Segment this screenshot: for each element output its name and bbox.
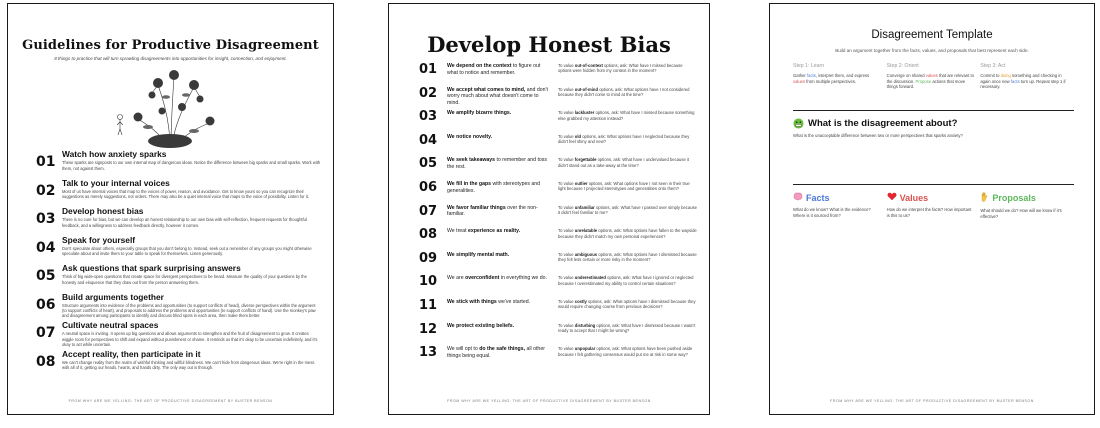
bias-question [552,298,697,310]
bias-number: 07 [419,203,438,219]
guideline-body [62,207,321,236]
bias-number: 04 [419,132,438,148]
template-page [769,3,1095,415]
question-post: options, ask: What options have I neglected because they didn't feel shiny and new? [558,133,690,145]
step-text: turn up. Repeat step 1 if necessary. [980,78,1066,90]
bias-statement [447,227,552,235]
guideline-description: Think of big wide-open questions that create space for divergent perspectives to be heard. Measure the quality of your questions by the honesty and eloquence that they draw out from the person answering them. [62,274,307,285]
bias-keyword: We simplify mental math. [447,251,510,258]
step-text: , interpret them, and express [815,73,870,78]
question-pre: To value [558,86,575,92]
question-post: options, ask: What options have I dismissed because they would require changing course from previous decisions? [558,298,696,310]
column-heading [887,192,975,203]
template-column-values [887,192,981,219]
guideline-title: Cultivate neutral spaces [62,320,159,330]
page-footer: FROM WHY ARE WE YELLING: THE ART OF PRODUCTIVE DISAGREEMENT BY BUSTER BENSON [447,399,651,403]
bias-statement [447,62,552,77]
bias-keyword: We amplify bizarre things. [447,110,512,117]
question-post: options, ask: What have I missed because something else grabbed my attention instead? [558,110,695,121]
question-title: What is the disagreement about? [808,118,958,129]
guideline-title: Watch how anxiety sparks [62,149,167,159]
bias-keyword: experience as reality. [467,228,521,235]
bias-statement [447,133,552,141]
bias-post: all other things being equal. [447,346,545,359]
column-title: Proposals [992,193,1036,203]
bias-keyword: We fill in the gaps [447,180,492,187]
bias-post: in everything we do. [499,275,547,282]
bias-pre: We treat [447,228,468,235]
bias-keyword: We stick with things [447,298,497,305]
bias-number: 11 [419,297,438,313]
question-post: options, ask: What have I undervalued because it didn't stand out as a take-away at the time? [558,157,690,168]
divider [793,110,1074,111]
grimace-icon [793,118,804,129]
bias-statement [447,251,552,259]
question-keyword: underestimated [574,275,606,281]
bias-pre: We will opt to [447,346,480,353]
question-pre: To value [558,298,575,304]
guideline-number: 05 [36,268,56,284]
guideline-body [62,150,321,179]
question-keyword: out-of-mind [574,86,599,92]
heart-icon [887,192,897,203]
bias-question [552,180,697,192]
step-keyword: facts [1010,78,1020,84]
question-keyword: out-of-context [574,63,603,68]
guideline-description: Most of us have internal voices that map to the voices of power, reason, and avoidance. Get to know yours so you can recognize their suggestions as merely suggestions, not orders. There may also be a quiet internal voice that maps to the voice of possibility. Listen for it. [62,188,309,200]
question-keyword: costly [574,298,587,304]
bias-row [419,109,697,133]
guideline-body [62,293,321,322]
guideline-body [62,236,321,265]
guideline-item [36,236,321,265]
step-description [793,73,881,84]
question-pre: To value [558,322,575,328]
guideline-body [62,264,321,293]
template-column-facts [793,192,887,219]
guideline-title: Talk to your internal voices [62,177,170,188]
bias-question [552,274,697,286]
guideline-item [36,321,321,350]
brain-icon [793,192,803,203]
guideline-item [36,150,321,179]
column-title: Facts [806,192,830,203]
bias-row [419,180,697,204]
step-text: that are relevant to the discussion. [886,73,974,84]
page-title: Guidelines for Productive Disagreement [22,38,319,53]
guideline-item [36,293,321,322]
step-text: actions that move things forward. [886,78,966,90]
bias-question [552,204,697,216]
guidelines-page [7,3,334,415]
guideline-item [36,179,321,208]
guideline-number: 02 [36,182,56,199]
bias-number: 13 [419,345,438,361]
bias-number: 01 [419,62,438,77]
page-title: Disagreement Template [871,29,993,41]
question-post: options, ask: What have I dismissed because I wasn't ready to accept that I might be wrong? [558,322,696,333]
step-description [887,73,975,90]
column-description: What do we know? What is the evidence? Where is it sourced from? [793,207,871,218]
step-keyword: Propose [915,78,932,84]
bias-row [419,322,697,346]
guideline-number: 01 [36,154,56,170]
bias-post: we've started. [496,298,531,305]
question-pre: To value [558,251,575,257]
question-keyword: old [574,133,582,139]
bias-keyword: We accept what comes to mind, [447,86,526,93]
step-label: Step 3: Act [980,63,1006,69]
question-keyword: unpopular [574,346,596,352]
question-post: options, ask: What have I passed over simply because it didn't feel familiar to me? [558,204,697,216]
bias-keyword: We seek takeaways [447,157,496,164]
guideline-item [36,350,321,379]
column-heading [793,192,881,203]
bias-keyword: We protect existing beliefs. [447,322,515,329]
bias-question [552,251,697,263]
bias-list [419,62,697,369]
step-column [793,63,887,90]
step-description [980,73,1068,90]
step-keyword: facts [806,73,816,78]
bias-statement [447,322,552,330]
honest-bias-page [388,3,710,415]
guideline-body [62,321,321,350]
bias-row [419,251,697,275]
guideline-number: 03 [36,211,56,227]
question-pre: To value [558,110,575,116]
bias-keyword: do the safe things, [479,346,526,353]
question-pre: To value [558,133,575,139]
question-post: options, ask: What have I missed because options were hidden from my context in the moment? [558,63,683,74]
question-keyword: disturbing [574,322,596,328]
guideline-description: Don't speculate about others, especially groups that you don't belong to. Instead, seek out a remember of any groups you might otherwise speculate about and invite them to your table to speak for themselves. Listen generously. [62,245,312,257]
page-footer: FROM WHY ARE WE YELLING: THE ART OF PRODUCTIVE DISAGREEMENT BY BUSTER BENSON [830,399,1034,403]
guideline-description: We can't change reality from the realm of wishful thinking and willful blindness. We can't hide from dangerous ideas. We're right in the mess with all of it, getting our heads, hearts, and hands dirty. The only way out is through. [62,359,315,371]
page-footer: FROM WHY ARE WE YELLING: THE ART OF PRODUCTIVE DISAGREEMENT BY BUSTER BENSON [68,399,273,403]
bias-question [552,227,697,239]
question-description: What is the unacceptable difference between two or more perspectives that sparks anxiety? [793,133,963,138]
step-text: from multiple perspectives. [805,78,857,84]
steps-row [793,63,1074,90]
guideline-title: Develop honest bias [62,206,144,216]
question-pre: To value [558,180,575,186]
bias-post: to remember and toss the rest. [447,157,547,171]
question-post: options, ask: What options have I not seen in their true light because I projected stereotypes and generalities onto them? [558,180,690,192]
question-keyword: unfamiliar [574,204,595,210]
bias-number: 02 [419,85,438,101]
guideline-body [62,350,321,379]
template-column-proposals [980,192,1074,219]
bias-question [552,156,697,168]
guideline-body [62,179,321,208]
guideline-title: Ask questions that spark surprising answers [62,263,241,273]
question-pre: To value [558,346,575,352]
facts-values-proposals [793,192,1074,219]
bias-row [419,298,697,322]
question-keyword: unrelatable [574,228,598,234]
bias-number: 09 [419,250,438,266]
bias-row [419,274,697,298]
question-heading [793,118,1074,129]
bias-row [419,62,697,86]
question-pre: To value [558,228,575,234]
bias-statement [447,156,552,171]
bias-statement [447,204,552,219]
step-column [887,63,981,90]
question-post: options, ask: What options have I dismissed because they felt less certain or more risky in the moment? [558,251,697,263]
guideline-title: Build arguments together [62,291,164,302]
step-keyword: values [925,73,938,78]
question-post: options, ask: What options have been pushed aside because I felt gathering consensus would put me at risk in some way? [558,346,693,357]
bias-row [419,86,697,110]
bias-keyword: We favor familiar things [447,204,506,211]
bias-number: 03 [419,109,438,125]
bias-statement [447,345,552,360]
question-keyword: outlier [574,180,588,186]
question-keyword: forgettable [574,157,597,163]
guideline-title: Speak for yourself [62,234,136,245]
column-title: Values [899,192,929,203]
guideline-number: 06 [36,296,56,313]
bias-row [419,227,697,251]
bias-number: 06 [419,179,438,195]
bias-keyword: We depend on the context [447,63,512,69]
step-keyword: doing [1000,73,1011,78]
step-label: Step 2: Orient [886,63,919,69]
step-text: something and checking in again once new [980,73,1062,84]
bias-post: with stereotypes and generalities. [447,180,541,194]
bias-row [419,156,697,180]
page-subtitle: Build an argument together from the facts, values, and proposals that best represent each side. [835,48,1029,53]
question-keyword: lackluster [574,110,595,116]
column-description: How do we interpret the facts? How important is this to us? [886,207,972,218]
guideline-description: A neutral space is inviting. It opens up big questions and allows arguments to strengthen and the fruit of disagreement to grow. It creates wiggle room for perspectives to shift and expand without punishment or shame. It reminds us that it's okay to be uncertain indefinitely, and it's okay to act while uncertain. [62,331,318,347]
page-title: Develop Honest Bias [427,32,671,57]
question-pre: To value [558,275,575,281]
column-description: What should we do? How will we know if it's effective? [980,208,1062,219]
bias-number: 12 [419,321,438,337]
bias-question [552,86,697,98]
guideline-description: Structure arguments into evidence of the problems and opportunities (to support conflicts of head), diverse perspectives within the argument (to support conflicts of heart), and proposals to address the problems and opportunities (to support conflicts of hand). Use the monkey's paw and disagreement among participants to identify and discuss blind spots in each area, then make them better. [62,302,316,319]
bias-question [552,109,697,121]
step-text: Commit to [980,73,1001,78]
bias-question [552,322,697,334]
bias-row [419,204,697,228]
bias-number: 10 [419,274,438,290]
step-keyword: values [793,78,806,84]
bias-keyword: overconfident [465,275,500,282]
bias-number: 05 [419,156,438,172]
bias-question [552,62,697,74]
guideline-number: 07 [36,325,56,341]
step-label: Step 1: Learn [793,63,825,69]
question-post: options, ask: What options have fallen to the wayside because they didn't match my own personal experiences? [558,228,697,239]
guideline-number: 08 [36,353,56,370]
bias-question [552,345,697,357]
bias-post: to figure out what to notice and remember. [447,63,541,76]
question-post: options, ask: What options have I not considered because they didn't come to mind at the time? [558,86,690,98]
guideline-item [36,207,321,236]
step-text: Gather [793,73,807,78]
question-pre: To value [558,63,575,68]
question-post: options, ask: What have I ignored or neglected because I overestimated my ability to control certain situations? [558,275,694,286]
bias-row [419,133,697,157]
question-pre: To value [558,204,575,210]
bias-statement [447,274,552,282]
guideline-description: These sparks are signposts to our own internal map of dangerous ideas. Notice the difference between big sparks and small sparks. Work with them, not against them. [62,160,321,171]
bias-statement [447,109,552,117]
guideline-item [36,264,321,293]
guidelines-list [36,150,321,378]
guideline-number: 04 [36,239,56,256]
step-text: Converge on shared [886,73,926,78]
question-pre: To value [558,157,575,163]
step-column [980,63,1074,90]
bias-number: 08 [419,227,438,243]
bias-statement [447,298,552,306]
divider [793,184,1074,185]
bias-pre: We are [447,275,466,282]
bias-statement [447,86,552,107]
bias-row [419,345,697,369]
question-keyword: ambiguous [574,251,598,257]
bias-question [552,133,697,145]
guideline-description: There is no cure for bias, but we can develop an honest relationship to our own bias with self-reflection, frequent requests for thoughtful feedback, and a willingness to address feedback directly, however it comes. [62,217,307,228]
page-subtitle: 8 things to practice that will turn sprawling disagreements into opportunities for insight, connection, and enjoyment. [54,56,287,61]
bias-post: over the non-familiar. [447,204,538,218]
bias-statement [447,180,552,195]
plant-illustration [108,67,248,151]
column-heading [980,192,1068,204]
hand-icon [980,192,989,204]
guideline-title: Accept reality, then participate in it [62,348,201,359]
bias-post: and don't worry much about what doesn't come to mind. [447,86,548,107]
bias-keyword: We notice novelty. [447,133,493,140]
